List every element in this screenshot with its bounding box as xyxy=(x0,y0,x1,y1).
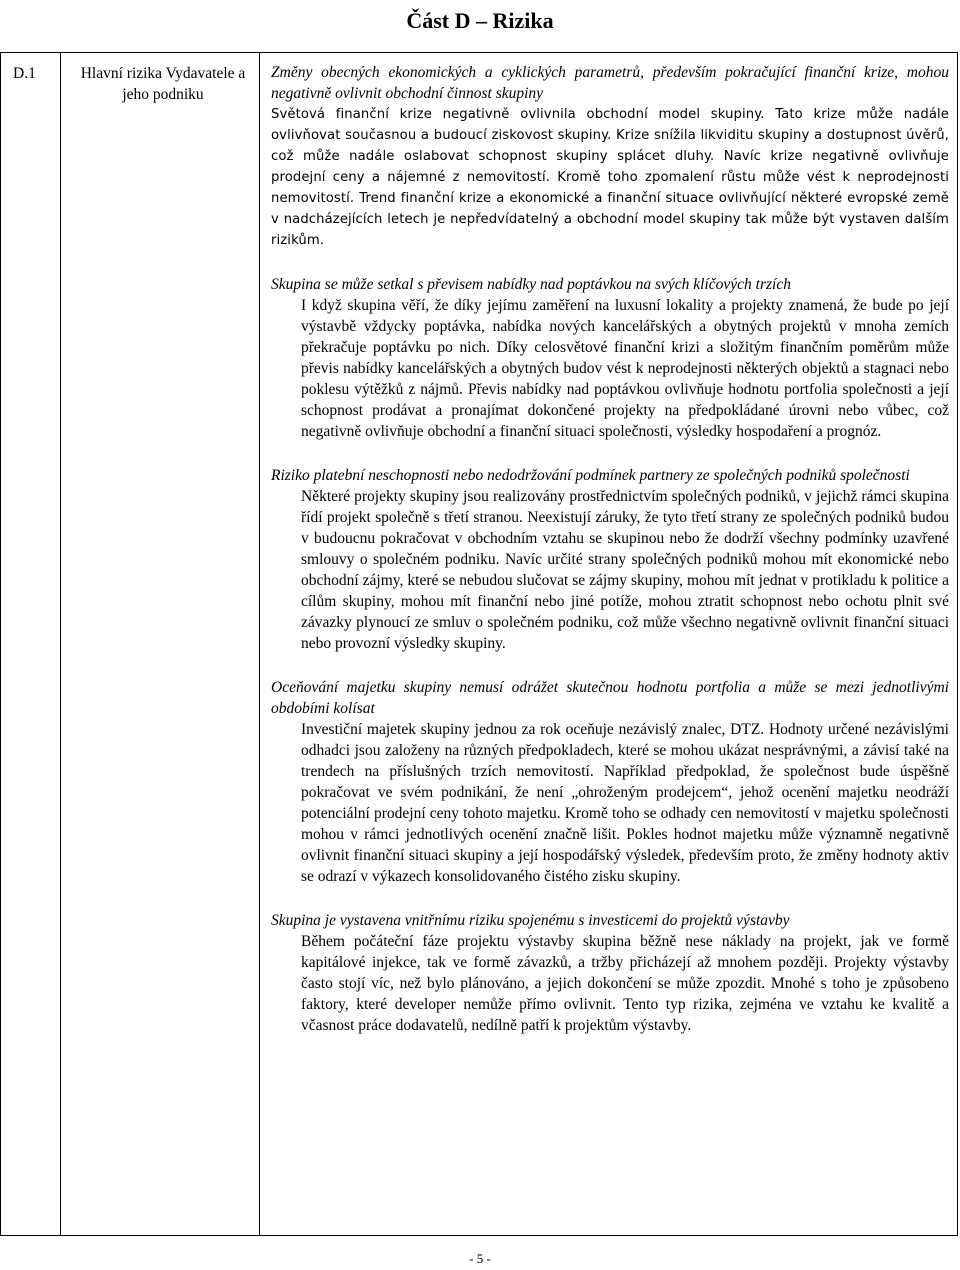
risk-item xyxy=(271,465,949,654)
page-number: - 5 - xyxy=(469,1251,491,1266)
risk-title: Změny obecných ekonomických a cyklických parametrů, především pokračující finanční krize, mohou negativně ovlivnit obchodní činnost skupiny xyxy=(271,64,949,102)
risk-description: Během počáteční fáze projektu výstavby skupina běžně nese náklady na projekt, jak ve formě kapitálové injekce, tak ve formě závazků, a tržby přicházejí až mnohem později. Projekty výstavby často stojí víc, než bylo plánováno, a jejich dokončení se může zpozdit. Mnohé s toho je způsobeno faktory, které developer nemůže přímo ovlivnit. Tento typ rizika, zejména ve vztahu ke kvalitě a včasnost práce dodavatelů, nedílně patří k projektům výstavby. xyxy=(301,933,949,1034)
risk-description: Investiční majetek skupiny jednou za rok oceňuje nezávislý znalec, DTZ. Hodnoty určené nezávislými odhadci jsou založeny na různých předpokladech, které se mohou ukázat nesprávnými, a závisí také na trendech na příslušných trzích nemovitostí. Například předpoklad, že společnost bude úspěšně pokračovat ve svém podnikání, že není „ohroženým prodejcem“, jehož ocenění majetku neodráží potenciální prodejní ceny tohoto majetku. Kromě toho se odhady cen nemovitostí v majetku společnosti mohou v rámci jednotlivých ocenění značně lišit. Pokles hodnot majetku může významně negativně ovlivnit finanční situaci skupiny a její hospodářský výsledek, především proto, že změny hodnoty aktiv se odrazí v výkazech konsolidovaného čistého zisku skupiny. xyxy=(301,721,949,885)
risk-description: Světová finanční krize negativně ovlivnila obchodní model skupiny. Tato krize může nadále ovlivňovat současnou a budoucí ziskovost skupiny. Krize snížila likviditu skupiny a dostupnost úvěrů, což může nadále oslabovat schopnost skupiny splácet dluhy. Navíc krize negativně ovlivňuje prodejní ceny a nájemné z nemovitostí. Kromě toho zpomalení růstu může vést k neprodejnosti nemovitostí. Trend finanční krize a ekonomické a finanční situace ovlivňující některé evropské země v nadcházejících letech je nepředvídatelný a obchodní model skupiny tak může být vystaven dalším rizikům. xyxy=(271,107,949,248)
risk-item xyxy=(271,677,949,887)
risk-description: I když skupina věří, že díky jejímu zaměření na luxusní lokality a projekty znamená, že bude po její výstavbě vždycky poptávka, nabídka nových kancelářských a obytných projektů v mnoha zemích překračuje poptávku po nich. Díky celosvětové finanční krizi a složitým finančním poměrům může převis nabídky kancelářských a obytných budov vést k neprodejnosti některých objektů a stagnaci nebo poklesu výtěžků z nájmů. Převis nabídky nad poptávkou ovlivňuje hodnotu portfolia společnosti a její schopnost prodávat a pronajímat dokončené projekty na předpokládané úrovni nebo vůbec, což negativně ovlivňuje obchodní a finanční situaci společnosti, výsledky hospodaření a prognóz. xyxy=(301,297,949,440)
section-heading: Hlavní rizika Vydavatele a jeho podniku xyxy=(80,65,246,103)
risk-title: Skupina je vystavena vnitřnímu riziku spojenému s investicemi do projektů výstavby xyxy=(271,912,790,929)
risk-description: Některé projekty skupiny jsou realizovány prostřednictvím společných podniků, v jejichž rámci skupina řídí projekt společně s třetí stranou. Neexistují záruky, že tyto třetí strany ze společných podniků budou v budoucnu pokračovat v obchodním vztahu se skupinou nebo že dodrží všechny podmínky uzavřené smlouvy o společném podniku. Navíc určité strany společných podniků mohou mít ekonomické nebo obchodní zájmy, které se nebudou slučovat se zájmy skupiny, mohou mít jednat v protikladu k politice a cílům skupiny, mohou mít finanční nebo jiné potíže, mohou ztratit schopnost nebo ochotu plnit své závazky plynoucí ze smluv o společném podniku, což může všechno negativně ovlivnit finanční situaci nebo provozní výsledky skupiny. xyxy=(301,488,949,652)
risk-item xyxy=(271,910,949,1036)
section-number: D.1 xyxy=(13,65,36,82)
risk-title: Skupina se může setkal s převisem nabídky nad poptávkou na svých klíčových trzích xyxy=(271,276,791,293)
risk-title: Oceňování majetku skupiny nemusí odrážet skutečnou hodnotu portfolia a může se mezi jednotlivými obdobími kolísat xyxy=(271,679,949,717)
column-divider xyxy=(259,53,260,1235)
risk-title: Riziko platební neschopnosti nebo nedodržování podmínek partnery ze společných podniků společnosti xyxy=(271,467,910,484)
risk-item xyxy=(271,62,949,251)
column-divider xyxy=(60,53,61,1235)
risk-list xyxy=(271,62,949,1036)
page-title: Část D – Rizika xyxy=(406,8,554,33)
risk-item xyxy=(271,274,949,442)
risk-table xyxy=(0,52,958,1236)
